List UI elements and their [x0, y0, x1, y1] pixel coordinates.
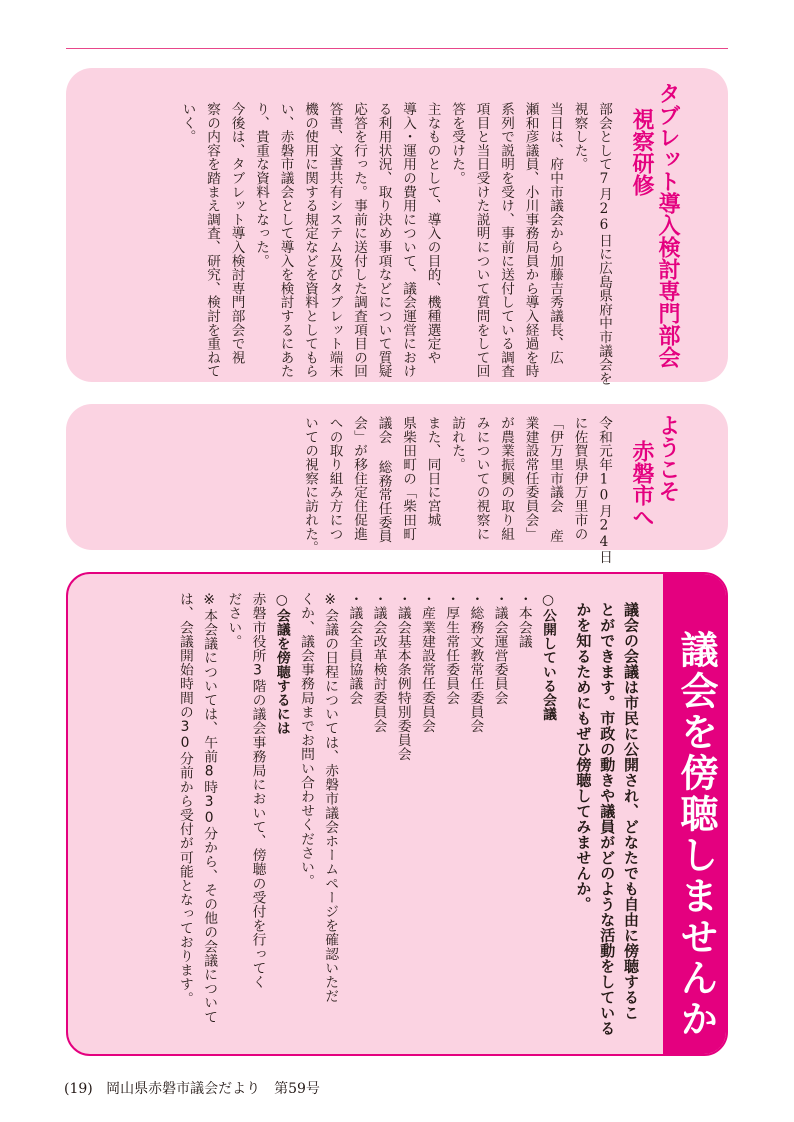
info-line: ・議会基本条例特別委員会	[394, 592, 411, 762]
body-line: 系列で説明を受け、事前に送付している調査	[498, 102, 514, 378]
top-rule	[66, 48, 728, 49]
lead-text	[571, 602, 642, 1036]
info-line: ※会議の日程については、赤磐市議会ホームページを確認いただ	[322, 592, 339, 1004]
body-line: 導入・運用の費用について、議会運営におけ	[400, 102, 416, 378]
body-line: 「伊万里市議会 産	[547, 416, 563, 544]
lead-line: とができます。市政の動きや議員がどのような活動をしている	[598, 602, 617, 1036]
welcome-body	[298, 416, 617, 564]
info-line: ・総務文教常任委員会	[467, 592, 484, 733]
body-line: い、赤磐市議会として導入を検討するにあた	[277, 102, 294, 378]
publication-name: 岡山県赤磐市議会だより 第59号	[106, 1081, 320, 1097]
body-line: いての視察に訪れた。	[302, 416, 318, 555]
body-line: 答書、文書共有システム及びタブレット端末	[326, 102, 343, 378]
tablet-study-section	[66, 68, 728, 386]
section-title-line-1: タブレット導入検討専門部会	[655, 82, 680, 368]
footer	[64, 1080, 320, 1098]
body-line: 今後は、タブレット導入検討専門部会で視	[228, 102, 245, 365]
body-line: 瀬和彦議員、小川事務局員から導入経過を時	[522, 102, 539, 378]
info-line: ・議会改革検討委員会	[370, 592, 387, 733]
welcome-title-line-2: 赤磐市へ	[629, 440, 654, 528]
page-number: (19)	[64, 1081, 93, 1097]
main-title: 議会を傍聴しませんか	[674, 630, 718, 1040]
info-line: は、会議開始時間の30分前から受付が可能となっております。	[176, 592, 193, 1006]
body-line: 訪れた。	[449, 416, 465, 472]
welcome-section	[66, 404, 728, 565]
body-line: 令和元年10月24日	[596, 416, 612, 565]
body-line: 機の使用に関する規定などを資料としてもら	[302, 102, 318, 378]
section-title-line-2: 視察研修	[629, 108, 654, 196]
body-line: が農業振興の取り組	[498, 416, 514, 541]
lead-line: 議会の会議は市民に公開され、どなたでも自由に傍聴するこ	[622, 602, 640, 1021]
welcome-title-line-1: ようこそ	[655, 414, 680, 502]
body-line: 部会として7月26日に広島県府中市議会を	[596, 102, 612, 386]
body-line: 主なものとして、導入の目的、機種選定や	[424, 102, 441, 365]
body-line: 業建設常任委員会」	[522, 416, 539, 541]
info-line: ・厚生常任委員会	[443, 592, 460, 705]
body-line: る利用状況、取り決め事項などについて質疑	[375, 102, 392, 378]
body-line: 察の内容を踏まえ調査、研究、検討を重ねて	[204, 102, 220, 378]
lead-line: かを知るためにもぜひ傍聴してみませんか。	[574, 602, 593, 912]
info-line: ○公開している会議	[540, 592, 556, 722]
body-line: 会」が移住定住促進	[351, 416, 367, 541]
info-line: ・産業建設常任委員会	[418, 592, 435, 733]
info-line: ださい。	[225, 592, 242, 649]
info-line: 赤磐市役所3階の議会事務局において、傍聴の受付を行ってく	[249, 592, 266, 989]
body-line: り、貴重な資料となった。	[253, 102, 269, 268]
body-line: 答を受けた。	[449, 102, 465, 185]
info-line: くか、議会事務局までお問い合わせください。	[297, 592, 314, 889]
info-text	[173, 592, 560, 1024]
body-line: いく。	[179, 102, 196, 144]
body-line: 議会 総務常任委員	[375, 416, 392, 544]
info-line: ・議会運営委員会	[491, 592, 508, 705]
info-line: ○会議を傍聴するには	[273, 592, 290, 736]
body-line: 県柴田町の「柴田町	[400, 416, 416, 541]
body-line: また、同日に宮城	[424, 416, 441, 527]
body-line: みについての視察に	[473, 416, 490, 541]
body-line: に佐賀県伊万里市の	[571, 416, 588, 541]
info-line: ・議会全員協議会	[346, 592, 363, 705]
observe-council-section	[66, 572, 728, 1056]
section-body	[175, 102, 616, 385]
body-line: 項目と当日受けた説明について質問をして回	[473, 102, 490, 378]
body-line: 視察した。	[571, 102, 588, 171]
info-line: ・本会議	[515, 592, 532, 649]
info-line: ※本会議については、午前8時30分から、その他の会議について	[201, 592, 218, 1024]
body-line: 応答を行った。事前に送付した調査項目の回	[351, 102, 367, 378]
body-line: 当日は、府中市議会から加藤吉秀議長、広	[547, 102, 563, 365]
body-line: への取り組み方につ	[326, 416, 343, 541]
title-band	[663, 574, 726, 1054]
